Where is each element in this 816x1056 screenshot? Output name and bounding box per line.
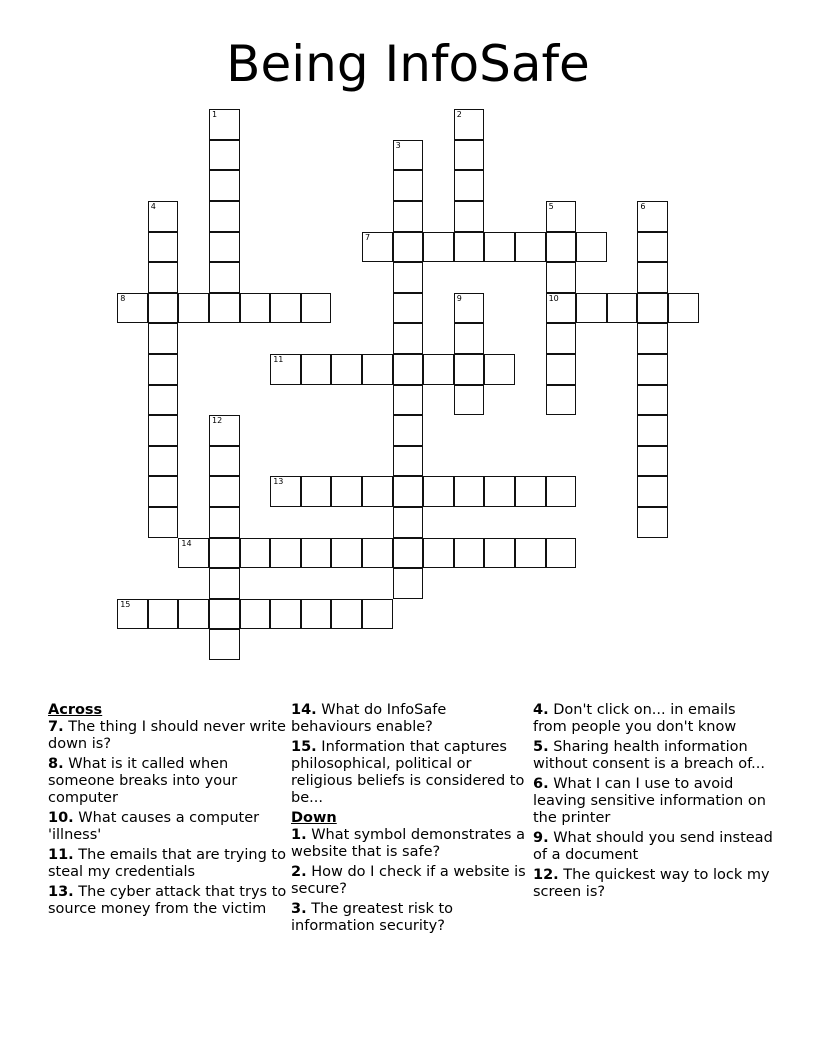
grid-cell[interactable] [270, 538, 301, 569]
grid-cell[interactable] [393, 385, 424, 416]
grid-cell[interactable] [454, 323, 485, 354]
grid-cell[interactable] [209, 140, 240, 171]
grid-cell[interactable] [270, 354, 301, 385]
clue-text: What I can I use to avoid leaving sensitive information on the printer [533, 776, 766, 826]
clue-number: 2 [456, 110, 462, 120]
clue-number: 15. [291, 739, 317, 755]
grid-cell[interactable] [546, 293, 577, 324]
grid-cell[interactable] [270, 293, 301, 324]
grid-cell[interactable] [148, 599, 179, 630]
grid-cell[interactable] [423, 232, 454, 263]
clue-text: Information that captures philosophical, political or religious beliefs is considered to be... [291, 739, 525, 806]
clue-text: Sharing health information without consent is a breach of... [533, 739, 765, 772]
clue-text: How do I check if a website is secure? [291, 864, 526, 897]
grid-cell[interactable] [637, 293, 668, 324]
clue-item [48, 719, 288, 753]
grid-cell[interactable] [209, 201, 240, 232]
grid-cell[interactable] [362, 476, 393, 507]
clues-column-3 [533, 702, 773, 904]
grid-cell[interactable] [331, 599, 362, 630]
grid-cell[interactable] [637, 201, 668, 232]
grid-cell[interactable] [148, 476, 179, 507]
grid-cell[interactable] [331, 538, 362, 569]
clue-text: The quickest way to lock my screen is? [533, 867, 770, 900]
grid-cell[interactable] [454, 201, 485, 232]
across-clues-b [291, 702, 531, 807]
grid-cell[interactable] [117, 293, 148, 324]
across-clues-a [48, 719, 288, 918]
grid-cell[interactable] [209, 262, 240, 293]
grid-cell[interactable] [637, 476, 668, 507]
grid-cell[interactable] [546, 476, 577, 507]
clue-number: 15 [120, 599, 131, 609]
clue-number: 1 [212, 110, 218, 120]
grid-cell[interactable] [148, 507, 179, 538]
clue-number: 12 [212, 416, 223, 426]
grid-cell[interactable] [301, 538, 332, 569]
grid-cell[interactable] [148, 323, 179, 354]
clue-number: 13. [48, 884, 74, 900]
grid-cell[interactable] [393, 293, 424, 324]
grid-cell[interactable] [301, 354, 332, 385]
clue-number: 6. [533, 776, 549, 792]
page-title: Being InfoSafe [226, 35, 590, 93]
grid-cell[interactable] [270, 476, 301, 507]
clue-text: The cyber attack that trys to source money from the victim [48, 884, 287, 917]
grid-cell[interactable] [148, 262, 179, 293]
grid-cell[interactable] [423, 354, 454, 385]
grid-cell[interactable] [637, 232, 668, 263]
grid-cell[interactable] [576, 293, 607, 324]
grid-cell[interactable] [209, 538, 240, 569]
grid-cell[interactable] [454, 170, 485, 201]
grid-cell[interactable] [484, 354, 515, 385]
clue-item [48, 884, 288, 918]
clue-item [48, 756, 288, 807]
clue-number: 14 [181, 538, 192, 548]
across-heading: Across [48, 702, 103, 718]
clue-item [533, 739, 773, 773]
clue-number: 4 [150, 202, 156, 211]
grid-cell[interactable] [484, 232, 515, 263]
grid-cell[interactable] [148, 354, 179, 385]
down-heading: Down [291, 810, 337, 826]
clue-number: 11 [273, 355, 284, 364]
grid-cell[interactable] [484, 476, 515, 507]
grid-cell[interactable] [454, 385, 485, 416]
grid-cell[interactable] [484, 538, 515, 569]
grid-cell[interactable] [515, 538, 546, 569]
clues-column-1 [48, 702, 288, 921]
clue-item [291, 702, 531, 736]
grid-cell[interactable] [209, 507, 240, 538]
grid-cell[interactable] [270, 599, 301, 630]
down-clues-b [533, 702, 773, 901]
grid-cell[interactable] [423, 538, 454, 569]
clue-number: 9 [456, 293, 462, 303]
grid-cell[interactable] [148, 385, 179, 416]
grid-cell[interactable] [393, 568, 424, 599]
grid-cell[interactable] [393, 140, 424, 171]
clue-number: 3 [395, 140, 401, 150]
grid-cell[interactable] [148, 293, 179, 324]
clue-item [533, 867, 773, 901]
grid-cell[interactable] [454, 109, 485, 140]
grid-cell[interactable] [454, 293, 485, 324]
grid-cell[interactable] [637, 415, 668, 446]
grid-cell[interactable] [178, 293, 209, 324]
grid-cell[interactable] [546, 201, 577, 232]
grid-cell[interactable] [240, 538, 271, 569]
grid-cell[interactable] [148, 415, 179, 446]
grid-cell[interactable] [515, 476, 546, 507]
clue-text: What do InfoSafe behaviours enable? [291, 702, 447, 735]
clue-number: 8. [48, 756, 64, 772]
clue-item [291, 739, 531, 807]
clue-item [48, 847, 288, 881]
grid-cell[interactable] [454, 232, 485, 263]
clue-number: 4. [533, 702, 549, 718]
grid-cell[interactable] [637, 262, 668, 293]
grid-cell[interactable] [393, 507, 424, 538]
grid-cell[interactable] [362, 538, 393, 569]
clue-text: What is it called when someone breaks into your computer [48, 756, 238, 806]
grid-cell[interactable] [362, 599, 393, 630]
grid-cell[interactable] [546, 354, 577, 385]
clue-number: 1. [291, 827, 307, 843]
grid-cell[interactable] [637, 507, 668, 538]
grid-cell[interactable] [301, 293, 332, 324]
grid-cell[interactable] [637, 323, 668, 354]
clue-number: 2. [291, 864, 307, 880]
clue-number: 6 [640, 202, 646, 211]
grid-cell[interactable] [331, 476, 362, 507]
grid-cell[interactable] [117, 599, 148, 630]
clue-item [48, 810, 288, 844]
grid-cell[interactable] [393, 354, 424, 385]
grid-cell[interactable] [393, 170, 424, 201]
grid-cell[interactable] [454, 476, 485, 507]
grid-cell[interactable] [362, 354, 393, 385]
grid-cell[interactable] [209, 446, 240, 477]
clue-number: 14. [291, 702, 317, 718]
clue-item [291, 901, 531, 935]
clue-text: The greatest risk to information security? [291, 901, 454, 934]
grid-cell[interactable] [546, 262, 577, 293]
grid-cell[interactable] [209, 476, 240, 507]
clue-number: 5 [548, 202, 554, 211]
clue-number: 9. [533, 830, 549, 846]
clue-item [291, 827, 531, 861]
grid-cell[interactable] [637, 446, 668, 477]
grid-cell[interactable] [209, 568, 240, 599]
grid-cell[interactable] [301, 599, 332, 630]
grid-cell[interactable] [148, 446, 179, 477]
grid-cell[interactable] [209, 599, 240, 630]
clue-text: What should you send instead of a document [533, 830, 773, 863]
grid-cell[interactable] [546, 385, 577, 416]
grid-cell[interactable] [178, 599, 209, 630]
clue-number: 8 [120, 293, 126, 303]
grid-cell[interactable] [515, 232, 546, 263]
grid-cell[interactable] [209, 293, 240, 324]
clue-text: What causes a computer 'illness' [48, 810, 260, 843]
grid-cell[interactable] [637, 354, 668, 385]
grid-cell[interactable] [393, 476, 424, 507]
clue-number: 7. [48, 719, 64, 735]
clue-text: What symbol demonstrates a website that is safe? [291, 827, 525, 860]
clue-number: 5. [533, 739, 549, 755]
grid-cell[interactable] [546, 323, 577, 354]
grid-cell[interactable] [393, 415, 424, 446]
grid-cell[interactable] [423, 476, 454, 507]
clue-number: 10 [548, 293, 559, 303]
clues-column-2 [291, 702, 531, 938]
grid-cell[interactable] [209, 629, 240, 660]
grid-cell[interactable] [331, 354, 362, 385]
grid-cell[interactable] [454, 354, 485, 385]
grid-cell[interactable] [637, 385, 668, 416]
clue-item [533, 830, 773, 864]
clue-item [291, 864, 531, 898]
grid-cell[interactable] [362, 232, 393, 263]
clue-text: The thing I should never write down is? [48, 719, 286, 752]
grid-cell[interactable] [209, 415, 240, 446]
grid-cell[interactable] [668, 293, 699, 324]
clue-text: Don't click on... in emails from people you don't know [533, 702, 737, 735]
grid-cell[interactable] [148, 201, 179, 232]
clue-number: 13 [273, 477, 284, 487]
grid-cell[interactable] [454, 140, 485, 171]
grid-cell[interactable] [209, 170, 240, 201]
grid-cell[interactable] [546, 232, 577, 263]
grid-cell[interactable] [393, 232, 424, 263]
grid-cell[interactable] [393, 323, 424, 354]
clue-item [533, 776, 773, 827]
down-clues-a [291, 827, 531, 935]
clue-text: The emails that are trying to steal my credentials [48, 847, 286, 880]
clue-number: 11. [48, 847, 74, 863]
grid-cell[interactable] [393, 201, 424, 232]
grid-cell[interactable] [209, 109, 240, 140]
grid-cell[interactable] [454, 538, 485, 569]
grid-cell[interactable] [301, 476, 332, 507]
clue-number: 12. [533, 867, 559, 883]
grid-cell[interactable] [178, 538, 209, 569]
grid-cell[interactable] [209, 232, 240, 263]
grid-cell[interactable] [240, 293, 271, 324]
grid-cell[interactable] [546, 538, 577, 569]
clue-number: 3. [291, 901, 307, 917]
grid-cell[interactable] [148, 232, 179, 263]
clue-number: 10. [48, 810, 74, 826]
grid-cell[interactable] [240, 599, 271, 630]
grid-cell[interactable] [607, 293, 638, 324]
clue-number: 7 [365, 232, 371, 242]
grid-cell[interactable] [393, 446, 424, 477]
grid-cell[interactable] [393, 538, 424, 569]
grid-cell[interactable] [576, 232, 607, 263]
clue-item [533, 702, 773, 736]
grid-cell[interactable] [393, 262, 424, 293]
